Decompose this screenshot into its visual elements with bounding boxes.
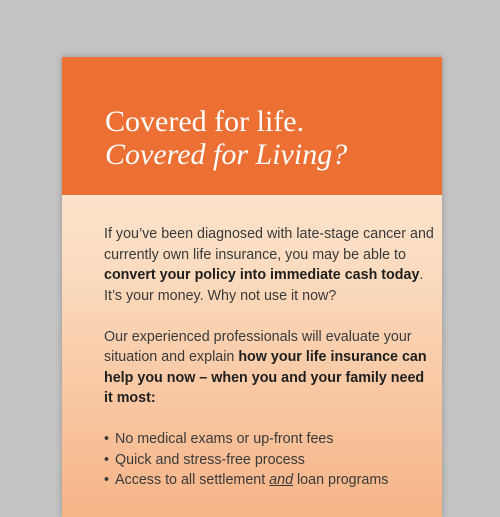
intro-text-1: If you’ve been diagnosed with late-stage cancer and currently own life insurance, you may be able to	[104, 226, 434, 263]
evaluate-bold-1: how your life insurance can help you now – when you and your family need it most:	[104, 349, 427, 406]
benefit-text-emphasis: and	[269, 472, 294, 488]
benefit-text-pre: Access to all settlement	[115, 472, 270, 488]
intro-text-2: . It’s your money. Why not use it now?	[104, 267, 424, 304]
header-banner	[62, 57, 442, 195]
benefit-text: Quick and stress-free process	[115, 451, 305, 468]
benefit-text: No medical exams or up-front fees	[115, 431, 334, 447]
benefit-item	[104, 429, 434, 450]
evaluate-paragraph	[104, 327, 434, 409]
benefit-item	[104, 450, 434, 471]
benefit-text-post: loan programs	[293, 472, 389, 488]
benefit-item	[104, 470, 434, 491]
benefit-list	[104, 429, 434, 491]
intro-paragraph	[104, 224, 434, 306]
evaluate-text-1: Our experienced professionals will evaluate your situation and explain	[104, 328, 412, 365]
headline	[105, 105, 347, 171]
flyer	[62, 57, 442, 517]
headline-line-2: Covered for Living?	[105, 138, 348, 171]
body-copy	[104, 224, 434, 491]
headline-line-1: Covered for life.	[105, 105, 305, 138]
intro-bold-1: convert your policy into immediate cash today	[104, 267, 420, 283]
